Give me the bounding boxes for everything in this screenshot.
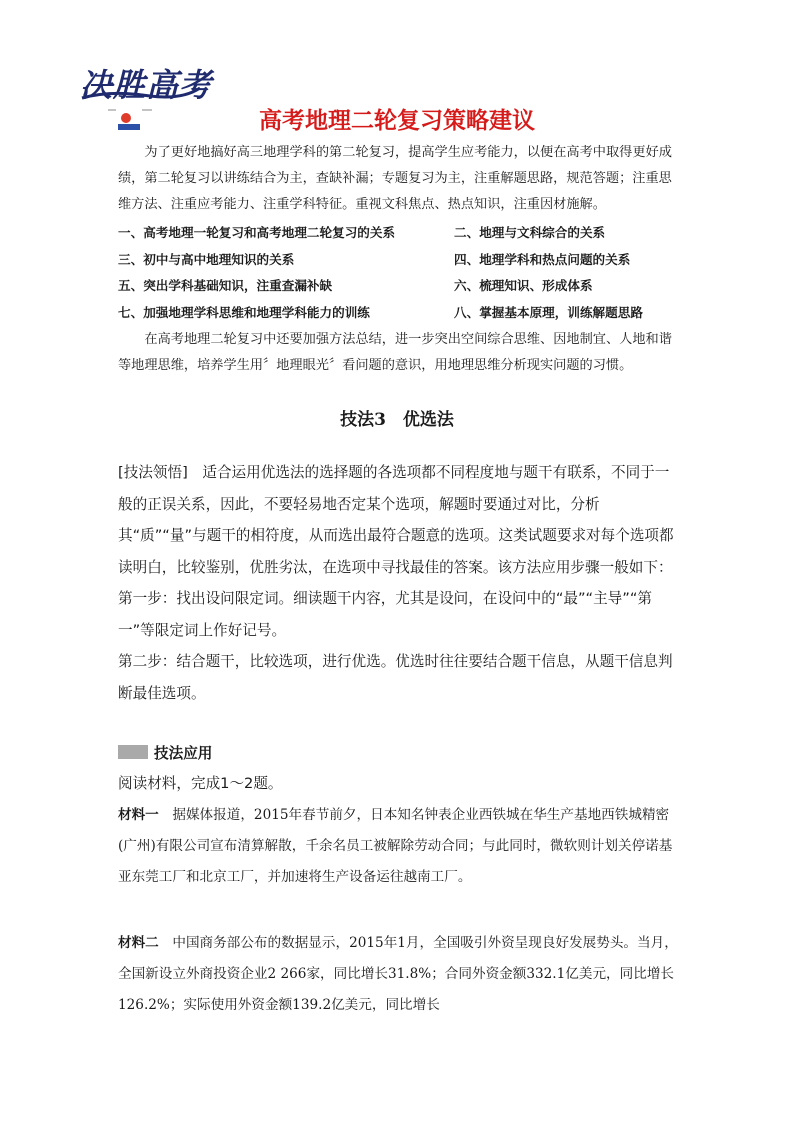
list-item: 八、掌握基本原理，训练解题思路 — [454, 304, 643, 320]
list-item: 四、地理学科和热点问题的关系 — [454, 251, 631, 267]
application-heading-text: 技法应用 — [154, 744, 213, 762]
list-item: 七、加强地理学科思维和地理学科能力的训练 — [118, 304, 370, 320]
strategy-list — [118, 220, 678, 326]
list-item: 三、初中与高中地理知识的关系 — [118, 251, 295, 267]
reading-instruction: 阅读材料，完成1～2题。 — [118, 775, 283, 792]
method-body — [118, 457, 678, 709]
material-one — [118, 800, 678, 893]
list-item: 二、地理与文科综合的关系 — [454, 225, 606, 240]
intro-text: 为了更好地搞好高三地理学科的第二轮复习，提高学生应考能力，以便在高考中取得更好成绩，第二轮复习以讲练结合为主，查缺补漏；专题复习为主，注重解题思路，规范答题；注重思维方法、注重应考能力、注重学科特征。重视文科焦点、热点知识，注重因材施解。 — [118, 145, 672, 212]
list-row — [118, 247, 678, 274]
list-item: 五、突出学科基础知识，注重查漏补缺 — [118, 278, 333, 293]
material-one-text: 据媒体报道，2015年春节前夕，日本知名钟表企业西铁城在华生产基地西铁城精密(广州)有限公司宣布清算解散，千余名员工被解除劳动合同；与此同时，微软则计划关停诺基亚东莞工厂和北京工厂，并加速将生产设备运往越南工厂。 — [118, 807, 673, 885]
step-two-paragraph: 第二步：结合题干，比较选项，进行优选。优选时往往要结合题干信息，从题干信息判断最佳选项。 — [118, 653, 673, 702]
list-row — [118, 300, 678, 327]
application-heading — [118, 741, 212, 763]
list-item: 一、高考地理一轮复习和高考地理二轮复习的关系 — [118, 225, 396, 240]
list-item: 六、梳理知识、形成体系 — [454, 278, 593, 293]
material-two-text: 中国商务部公布的数据显示，2015年1月，全国吸引外资呈现良好发展势头。当月，全国新设立外商投资企业2 266家，同比增长31.8%；合同外资金额332.1亿美元，同比增长126.2%；实际使用外资金额139.2亿美元，同比增长 — [118, 935, 678, 1013]
heading-bar-icon — [118, 745, 148, 759]
intro-paragraph — [118, 140, 678, 218]
material-two-label: 材料二 — [118, 935, 159, 951]
list-row — [118, 220, 678, 247]
summary-paragraph — [118, 327, 678, 379]
material-one-label: 材料一 — [118, 807, 159, 823]
list-row — [118, 273, 678, 300]
section-title: 技法3 优选法 — [340, 410, 454, 430]
step-one-paragraph: 第一步：找出设问限定词。细读题干内容，尤其是设问，在设问中的“最”“主导”“第一”等限定词上作好记号。 — [118, 590, 652, 639]
logo-text: 决胜高考 — [80, 66, 213, 104]
method-insight-paragraph: [技法领悟] 适合运用优选法的选择题的各选项都不同程度地与题干有联系，不同于一般的正误关系，因此，不要轻易地否定某个选项，解题时要通过对比，分析其“质”“量”与题干的相符度，从而选出最符合题意的选项。这类试题要求对每个选项都读明白，比较鉴别，优胜劣汰，在选项中寻找最佳的答案。该方法应用步骤一般如下： — [118, 464, 674, 576]
page-title: 高考地理二轮复习策略建议 — [259, 108, 535, 134]
material-two — [118, 928, 678, 1021]
summary-text: 在高考地理二轮复习中还要加强方法总结，进一步突出空间综合思维、因地制宜、人地和谐等地理思维，培养学生用〞地理眼光〞看问题的意识，用地理思维分析现实问题的习惯。 — [118, 332, 672, 373]
